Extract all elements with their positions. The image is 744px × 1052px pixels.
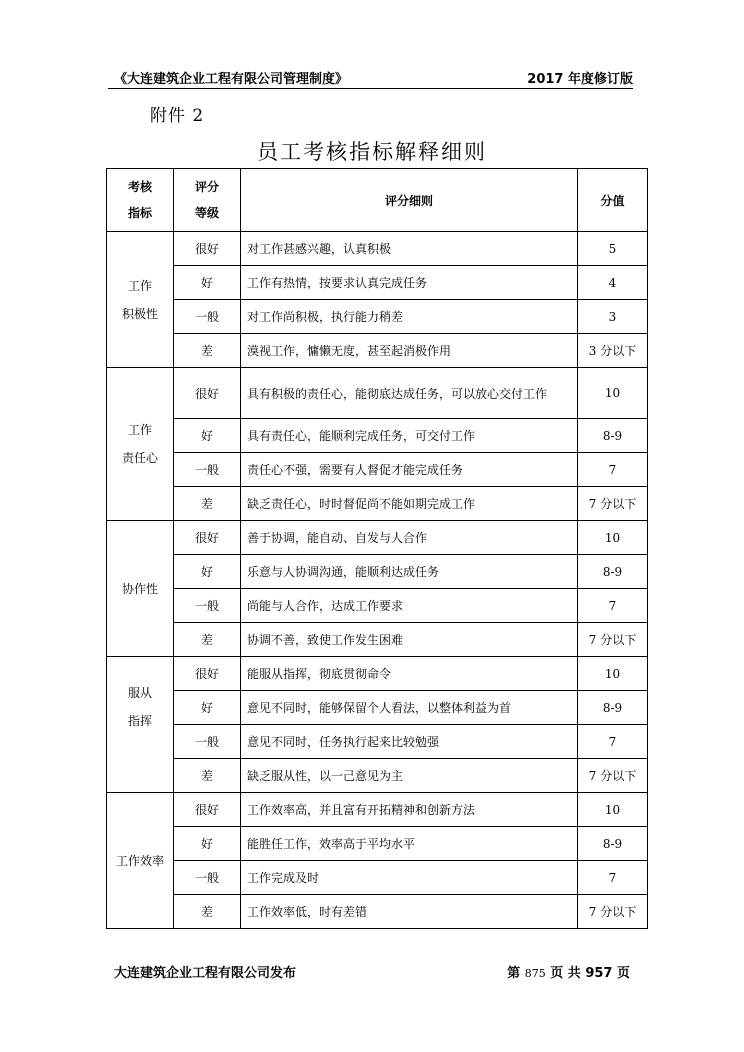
current-page-number: 875 xyxy=(524,967,546,980)
detail-cell: 善于协调，能自动、自发与人合作 xyxy=(241,521,578,555)
score-cell: 7 分以下 xyxy=(578,487,648,521)
level-cell: 差 xyxy=(174,623,241,657)
table-row xyxy=(107,691,648,725)
table-row xyxy=(107,419,648,453)
header-indicator: 考核 指标 xyxy=(107,169,174,232)
table-row xyxy=(107,232,648,266)
level-cell: 差 xyxy=(174,334,241,368)
level-cell: 一般 xyxy=(174,453,241,487)
detail-cell: 具有积极的责任心，能彻底达成任务，可以放心交付工作 xyxy=(241,368,578,419)
score-cell: 4 xyxy=(578,266,648,300)
level-cell: 很好 xyxy=(174,521,241,555)
table-row xyxy=(107,793,648,827)
score-cell: 8-9 xyxy=(578,419,648,453)
detail-cell: 尚能与人合作，达成工作要求 xyxy=(241,589,578,623)
detail-cell: 能服从指挥，彻底贯彻命令 xyxy=(241,657,578,691)
table-row xyxy=(107,555,648,589)
score-cell: 10 xyxy=(578,793,648,827)
level-cell: 差 xyxy=(174,759,241,793)
level-cell: 一般 xyxy=(174,300,241,334)
indicator-cell: 工作 责任心 xyxy=(107,368,174,521)
detail-cell: 对工作甚感兴趣，认真积极 xyxy=(241,232,578,266)
detail-cell: 责任心不强，需要有人督促才能完成任务 xyxy=(241,453,578,487)
level-cell: 好 xyxy=(174,555,241,589)
table-row xyxy=(107,368,648,419)
table-row xyxy=(107,657,648,691)
level-cell: 好 xyxy=(174,419,241,453)
table-row xyxy=(107,266,648,300)
header-title: 《大连建筑企业工程有限公司管理制度》 xyxy=(114,72,349,87)
indicator-cell: 服从 指挥 xyxy=(107,657,174,793)
header-score: 分值 xyxy=(578,169,648,232)
score-cell: 3 分以下 xyxy=(578,334,648,368)
table-row xyxy=(107,453,648,487)
level-cell: 差 xyxy=(174,895,241,929)
score-cell: 7 分以下 xyxy=(578,759,648,793)
detail-cell: 意见不同时，能够保留个人看法，以整体利益为首 xyxy=(241,691,578,725)
footer-page-info: 第 875 页 共 957 页 xyxy=(507,966,630,981)
table-row xyxy=(107,895,648,929)
score-cell: 3 xyxy=(578,300,648,334)
header-detail: 评分细则 xyxy=(241,169,578,232)
level-cell: 很好 xyxy=(174,793,241,827)
level-cell: 好 xyxy=(174,691,241,725)
indicator-cell: 工作 积极性 xyxy=(107,232,174,368)
header-edition: 2017 年度修订版 xyxy=(527,72,633,87)
detail-cell: 缺乏服从性，以一己意见为主 xyxy=(241,759,578,793)
detail-cell: 漠视工作，慵懒无度，甚至起消极作用 xyxy=(241,334,578,368)
indicator-cell: 协作性 xyxy=(107,521,174,657)
attachment-label: 附件 2 xyxy=(150,106,205,126)
table-header-row xyxy=(107,169,648,232)
detail-cell: 工作完成及时 xyxy=(241,861,578,895)
table-row xyxy=(107,861,648,895)
level-cell: 很好 xyxy=(174,657,241,691)
level-cell: 很好 xyxy=(174,232,241,266)
score-cell: 8-9 xyxy=(578,691,648,725)
table-row xyxy=(107,300,648,334)
score-cell: 7 xyxy=(578,589,648,623)
document-title: 员工考核指标解释细则 xyxy=(257,140,487,164)
level-cell: 一般 xyxy=(174,861,241,895)
score-cell: 7 xyxy=(578,453,648,487)
level-cell: 差 xyxy=(174,487,241,521)
level-cell: 一般 xyxy=(174,589,241,623)
score-cell: 7 分以下 xyxy=(578,623,648,657)
table-row xyxy=(107,334,648,368)
detail-cell: 工作效率高，并且富有开拓精神和创新方法 xyxy=(241,793,578,827)
detail-cell: 协调不善，致使工作发生困难 xyxy=(241,623,578,657)
level-cell: 好 xyxy=(174,266,241,300)
score-cell: 8-9 xyxy=(578,827,648,861)
page-header xyxy=(108,66,633,89)
table-row xyxy=(107,623,648,657)
detail-cell: 对工作尚积极，执行能力稍差 xyxy=(241,300,578,334)
table-row xyxy=(107,589,648,623)
table-row xyxy=(107,725,648,759)
table-row xyxy=(107,759,648,793)
detail-cell: 能胜任工作，效率高于平均水平 xyxy=(241,827,578,861)
detail-cell: 意见不同时，任务执行起来比较勉强 xyxy=(241,725,578,759)
score-cell: 7 xyxy=(578,861,648,895)
table-row xyxy=(107,827,648,861)
score-cell: 7 xyxy=(578,725,648,759)
score-cell: 7 分以下 xyxy=(578,895,648,929)
table-row xyxy=(107,521,648,555)
table-row xyxy=(107,487,648,521)
detail-cell: 工作效率低，时有差错 xyxy=(241,895,578,929)
detail-cell: 工作有热情，按要求认真完成任务 xyxy=(241,266,578,300)
detail-cell: 缺乏责任心，时时督促尚不能如期完成工作 xyxy=(241,487,578,521)
score-cell: 10 xyxy=(578,657,648,691)
score-cell: 10 xyxy=(578,521,648,555)
footer-publisher: 大连建筑企业工程有限公司发布 xyxy=(114,966,297,981)
score-cell: 8-9 xyxy=(578,555,648,589)
level-cell: 好 xyxy=(174,827,241,861)
detail-cell: 乐意与人协调沟通，能顺利达成任务 xyxy=(241,555,578,589)
level-cell: 很好 xyxy=(174,368,241,419)
score-cell: 5 xyxy=(578,232,648,266)
header-level: 评分 等级 xyxy=(174,169,241,232)
evaluation-table xyxy=(106,168,648,929)
indicator-cell: 工作效率 xyxy=(107,793,174,929)
total-page-number: 957 xyxy=(585,966,613,981)
score-cell: 10 xyxy=(578,368,648,419)
level-cell: 一般 xyxy=(174,725,241,759)
detail-cell: 具有责任心，能顺利完成任务，可交付工作 xyxy=(241,419,578,453)
